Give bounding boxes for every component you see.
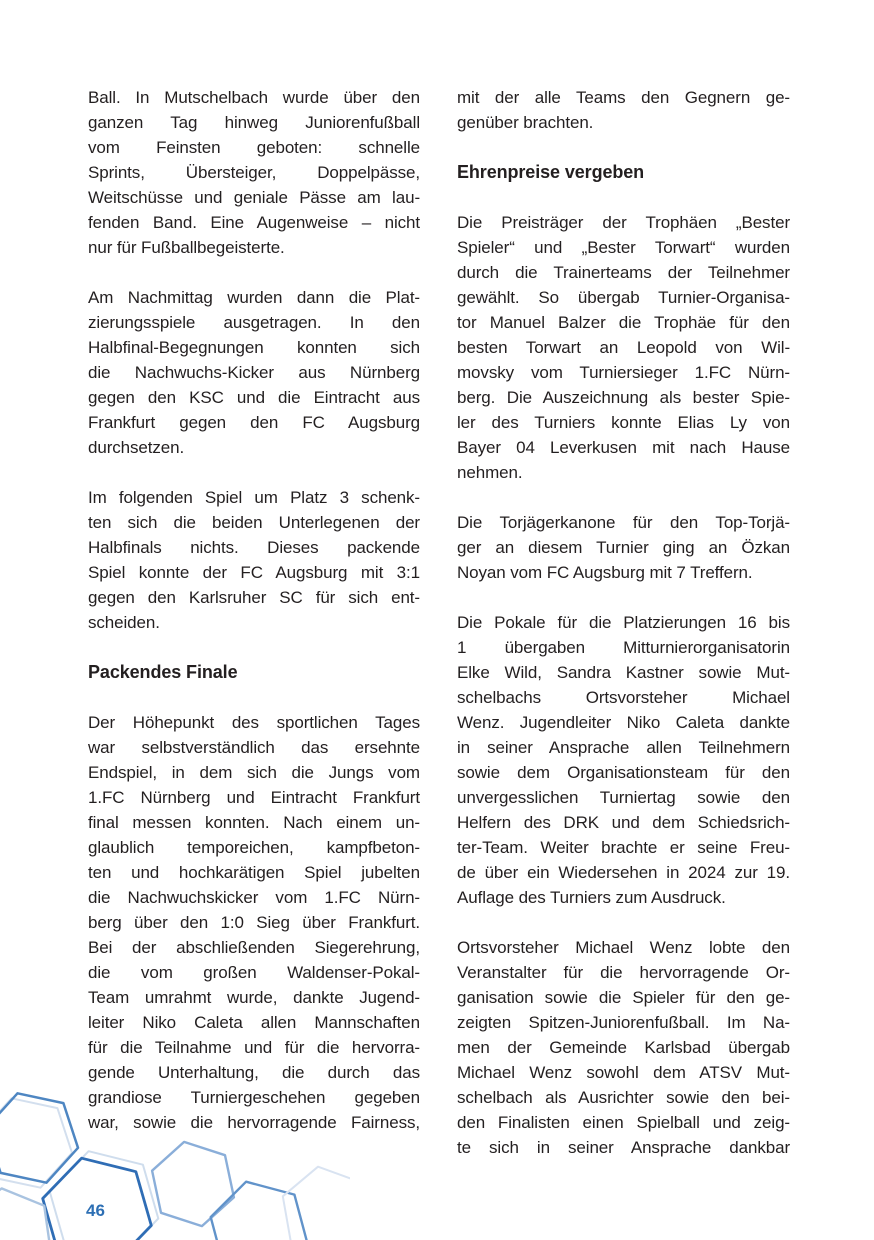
text-line: war selbstverständlich das ersehnte: [88, 738, 420, 757]
text-line: Ortsvorsteher Michael Wenz lobte den: [457, 938, 790, 957]
text-line: in seiner Ansprache allen Teilnehmern: [457, 738, 790, 757]
text-line: movsky vom Turniersieger 1.FC Nürn-: [457, 363, 790, 382]
text-line: sowie dem Organisationsteam für den: [457, 763, 790, 782]
text-line: scheiden.: [88, 613, 160, 632]
text-line: Endspiel, in dem sich die Jungs vom: [88, 763, 420, 782]
paragraph: [88, 85, 420, 260]
text-line: Halbfinals nichts. Dieses packende: [88, 538, 420, 557]
text-line: tor Manuel Balzer die Trophäe für den: [457, 313, 790, 332]
text-line: gende Unterhaltung, die durch das: [88, 1063, 420, 1082]
section-heading: [457, 160, 790, 185]
text-line: Die Torjägerkanone für den Top-Torjä-: [457, 513, 790, 532]
hexagon-outline: [43, 1158, 152, 1240]
text-line: war, sowie die hervorragende Fairness,: [88, 1113, 420, 1132]
paragraph: [88, 710, 420, 1135]
text-line: nehmen.: [457, 463, 523, 482]
paragraph: [88, 485, 420, 635]
text-line: Frankfurt gegen den FC Augsburg: [88, 413, 420, 432]
text-line: te sich in seiner Ansprache dankbar: [457, 1138, 790, 1157]
text-line: 1 übergaben Mitturnierorganisatorin: [457, 638, 790, 657]
text-line: unvergesslichen Turniertag sowie den: [457, 788, 790, 807]
text-line: zierungsspiele ausgetragen. In den: [88, 313, 420, 332]
text-line: Auflage des Turniers zum Ausdruck.: [457, 888, 726, 907]
text-line: vom Feinsten geboten: schnelle: [88, 138, 420, 157]
text-line: ten sich die beiden Unterlegenen der: [88, 513, 420, 532]
text-line: Spieler“ und „Bester Torwart“ wurden: [457, 238, 790, 257]
page-number: 46: [86, 1201, 105, 1220]
hexagon-outline: [0, 1188, 51, 1240]
text-line: Sprints, Übersteiger, Doppelpässe,: [88, 163, 420, 182]
text-line: Spiel konnte der FC Augsburg mit 3:1: [88, 563, 420, 582]
text-column-left: [88, 85, 420, 1135]
text-line: schelbach als Ausrichter sowie den bei-: [457, 1088, 790, 1107]
text-line: Elke Wild, Sandra Kastner sowie Mut-: [457, 663, 790, 682]
paragraph: [457, 510, 790, 585]
paragraph: [457, 210, 790, 485]
text-line: glaublich temporeichen, kampfbeton-: [88, 838, 420, 857]
text-line: durch die Trainerteams der Teilnehmer: [457, 263, 790, 282]
text-line: Im folgenden Spiel um Platz 3 schenk-: [88, 488, 420, 507]
text-line: Halbfinal-Begegnungen konnten sich: [88, 338, 420, 357]
hexagon-outline: [211, 1182, 308, 1240]
text-line: berg über den 1:0 Sieg über Frankfurt.: [88, 913, 420, 932]
text-line: Noyan vom FC Augsburg mit 7 Treffern.: [457, 563, 753, 582]
text-line: für die Teilnahme und für die hervorra-: [88, 1038, 420, 1057]
text-line: Bayer 04 Leverkusen mit nach Hause: [457, 438, 790, 457]
text-line: zeigten Spitzen-Juniorenfußball. Im Na-: [457, 1013, 790, 1032]
text-line: berg. Die Auszeichnung als bester Spie-: [457, 388, 790, 407]
text-line: 1.FC Nürnberg und Eintracht Frankfurt: [88, 788, 420, 807]
text-line: Weitschüsse und geniale Pässe am lau-: [88, 188, 420, 207]
paragraph: [457, 610, 790, 910]
text-line: ger an diesem Turnier ging an Özkan: [457, 538, 790, 557]
text-line: Veranstalter für die hervorragende Or-: [457, 963, 790, 982]
paragraph: [457, 85, 790, 135]
hexagon-outline: [152, 1142, 234, 1226]
text-line: final messen konnten. Nach einem un-: [88, 813, 420, 832]
text-line: die Nachwuchs-Kicker aus Nürnberg: [88, 363, 420, 382]
text-line: die Nachwuchskicker vom 1.FC Nürn-: [88, 888, 420, 907]
text-line: gegen den KSC und die Eintracht aus: [88, 388, 420, 407]
text-line: leiter Niko Caleta allen Mannschaften: [88, 1013, 420, 1032]
text-line: Michael Wenz sowohl dem ATSV Mut-: [457, 1063, 790, 1082]
text-line: Ball. In Mutschelbach wurde über den: [88, 88, 420, 107]
hexagon-outline: [283, 1167, 350, 1240]
paragraph: [457, 935, 790, 1160]
text-line: men der Gemeinde Karlsbad übergab: [457, 1038, 790, 1057]
text-line: durchsetzen.: [88, 438, 185, 457]
text-line: Bei der abschließenden Siegerehrung,: [88, 938, 420, 957]
hexagon-outline: [0, 1093, 78, 1182]
text-line: Team umrahmt wurde, dankte Jugend-: [88, 988, 420, 1007]
paragraph: [88, 285, 420, 460]
hexagon-outline: [0, 1098, 72, 1187]
text-line: genüber brachten.: [457, 113, 594, 132]
text-line: ten und hochkarätigen Spiel jubelten: [88, 863, 420, 882]
text-line: den Finalisten einen Spielball und zeig-: [457, 1113, 790, 1132]
section-heading: [88, 660, 420, 685]
text-line: ler des Turniers konnte Elias Ly von: [457, 413, 790, 432]
text-line: Am Nachmittag wurden dann die Plat-: [88, 288, 420, 307]
text-line: ter-Team. Weiter brachte er seine Freu-: [457, 838, 790, 857]
text-line: Helfern des DRK und dem Schiedsrich-: [457, 813, 790, 832]
text-line: de über ein Wiedersehen in 2024 zur 19.: [457, 863, 790, 882]
hexagon-outline: [50, 1151, 159, 1240]
text-line: schelbachs Ortsvorsteher Michael: [457, 688, 790, 707]
text-column-right: [457, 85, 790, 1160]
text-line: grandiose Turniergeschehen gegeben: [88, 1088, 420, 1107]
text-line: gewählt. So übergab Turnier-Organisa-: [457, 288, 790, 307]
text-line: ganisation sowie die Spieler für den ge-: [457, 988, 790, 1007]
text-line: besten Torwart an Leopold von Wil-: [457, 338, 790, 357]
text-line: Die Preisträger der Trophäen „Bester: [457, 213, 790, 232]
text-line: fenden Band. Eine Augenweise – nicht: [88, 213, 420, 232]
heading-line: Ehrenpreise vergeben: [457, 162, 645, 182]
text-line: Die Pokale für die Platzierungen 16 bis: [457, 613, 790, 632]
text-line: gegen den Karlsruher SC für sich ent-: [88, 588, 420, 607]
heading-line: Packendes Finale: [88, 662, 238, 682]
text-line: die vom großen Waldenser-Pokal-: [88, 963, 420, 982]
text-line: Der Höhepunkt des sportlichen Tages: [88, 713, 420, 732]
text-line: mit der alle Teams den Gegnern ge-: [457, 88, 790, 107]
text-line: Wenz. Jugendleiter Niko Caleta dankte: [457, 713, 790, 732]
text-line: ganzen Tag hinweg Juniorenfußball: [88, 113, 420, 132]
text-line: nur für Fußballbegeisterte.: [88, 238, 285, 257]
